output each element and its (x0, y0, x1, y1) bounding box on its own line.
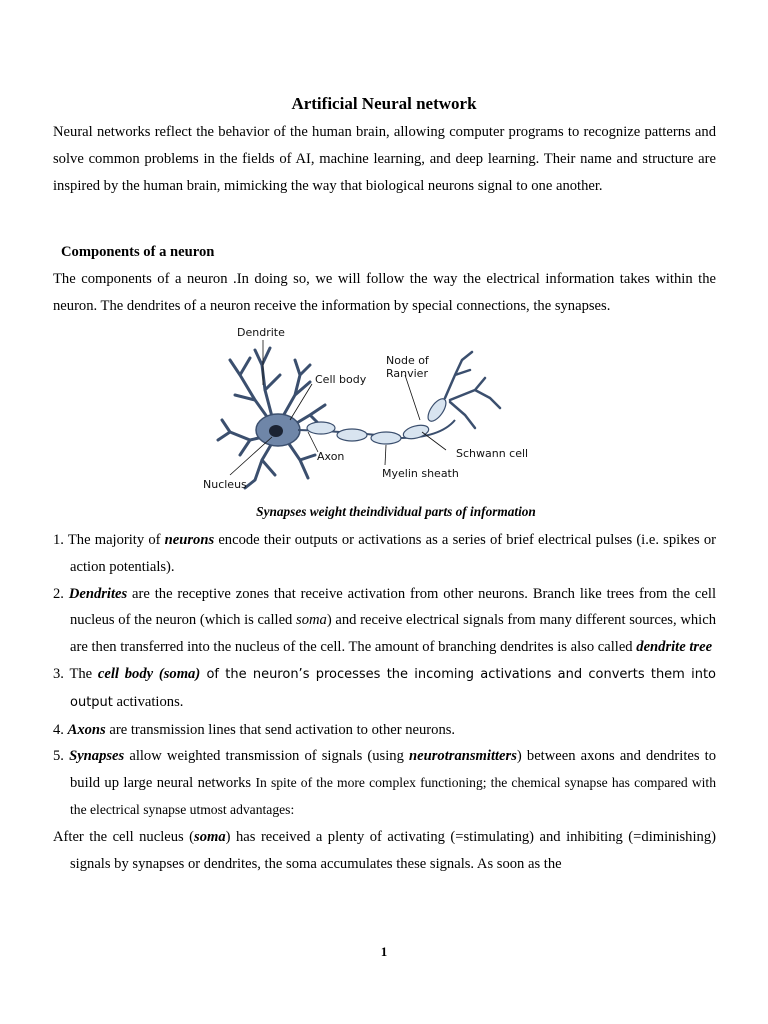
list-item: 4. Axons are transmission lines that send activation to other neurons. (53, 721, 456, 738)
list-item: After the cell nucleus (soma) has received a plenty of activating (=stimulating) and inhibiting (=diminishing) signals by synapses or dendrites, the soma accumulates these signals. As soon as the (53, 828, 716, 872)
label-axon: Axon (317, 450, 345, 463)
label-cell-body: Cell body (315, 373, 367, 386)
components-heading: Components of a neuron (61, 244, 215, 260)
nucleus-shape (269, 425, 283, 437)
neuron-diagram (200, 320, 540, 495)
page-title: Artificial Neural network (291, 94, 477, 113)
components-paragraph: The components of a neuron .In doing so, we will follow the way the electrical information takes within the neuron. The dendrites of a neuron receive the information by special connections, the synapses. (53, 271, 716, 314)
label-dendrite: Dendrite (237, 326, 285, 339)
label-node-line1: Node of (386, 354, 429, 367)
list-item: 2. Dendrites are the receptive zones that receive activation from other neurons. Branch like trees from the cell nucleus of the neuron (which is called soma) and receive electrical signals from many different sources, which are then transferred into the nucleus of the cell. The amount of branching dendrites is also called dendrite tree (53, 585, 716, 656)
list-item: 5. Synapses allow weighted transmission of signals (using neurotransmitters) between axons and dendrites to build up large neural networks In spite of the more complex functioning; the chemical synapse has compared with the electrical synapse utmost advantages: (53, 748, 717, 817)
neuron-components-list (53, 527, 716, 877)
page-number: 1 (380, 944, 388, 959)
axon-terminals (445, 352, 500, 428)
intro-paragraph: Neural networks reflect the behavior of the human brain, allowing computer programs to recognize patterns and solve common problems in the fields of AI, machine learning, and deep learning. Their name and structure are inspired by the human brain, mimicking the way that biological neurons signal to one another. (53, 124, 716, 194)
label-myelin-sheath: Myelin sheath (382, 467, 459, 480)
label-node-line2: Ranvier (386, 367, 428, 380)
figure-caption: Synapses weight theindividual parts of information (256, 504, 536, 519)
label-schwann-cell: Schwann cell (456, 447, 529, 460)
list-item: 1. The majority of neurons encode their outputs or activations as a series of brief electrical pulses (i.e. spikes or action potentials). (53, 532, 716, 575)
label-nucleus: Nucleus (203, 478, 247, 491)
list-item: 3. The cell body (soma) of the neuron’s processes the incoming activations and converts them into output activations. (53, 665, 716, 710)
